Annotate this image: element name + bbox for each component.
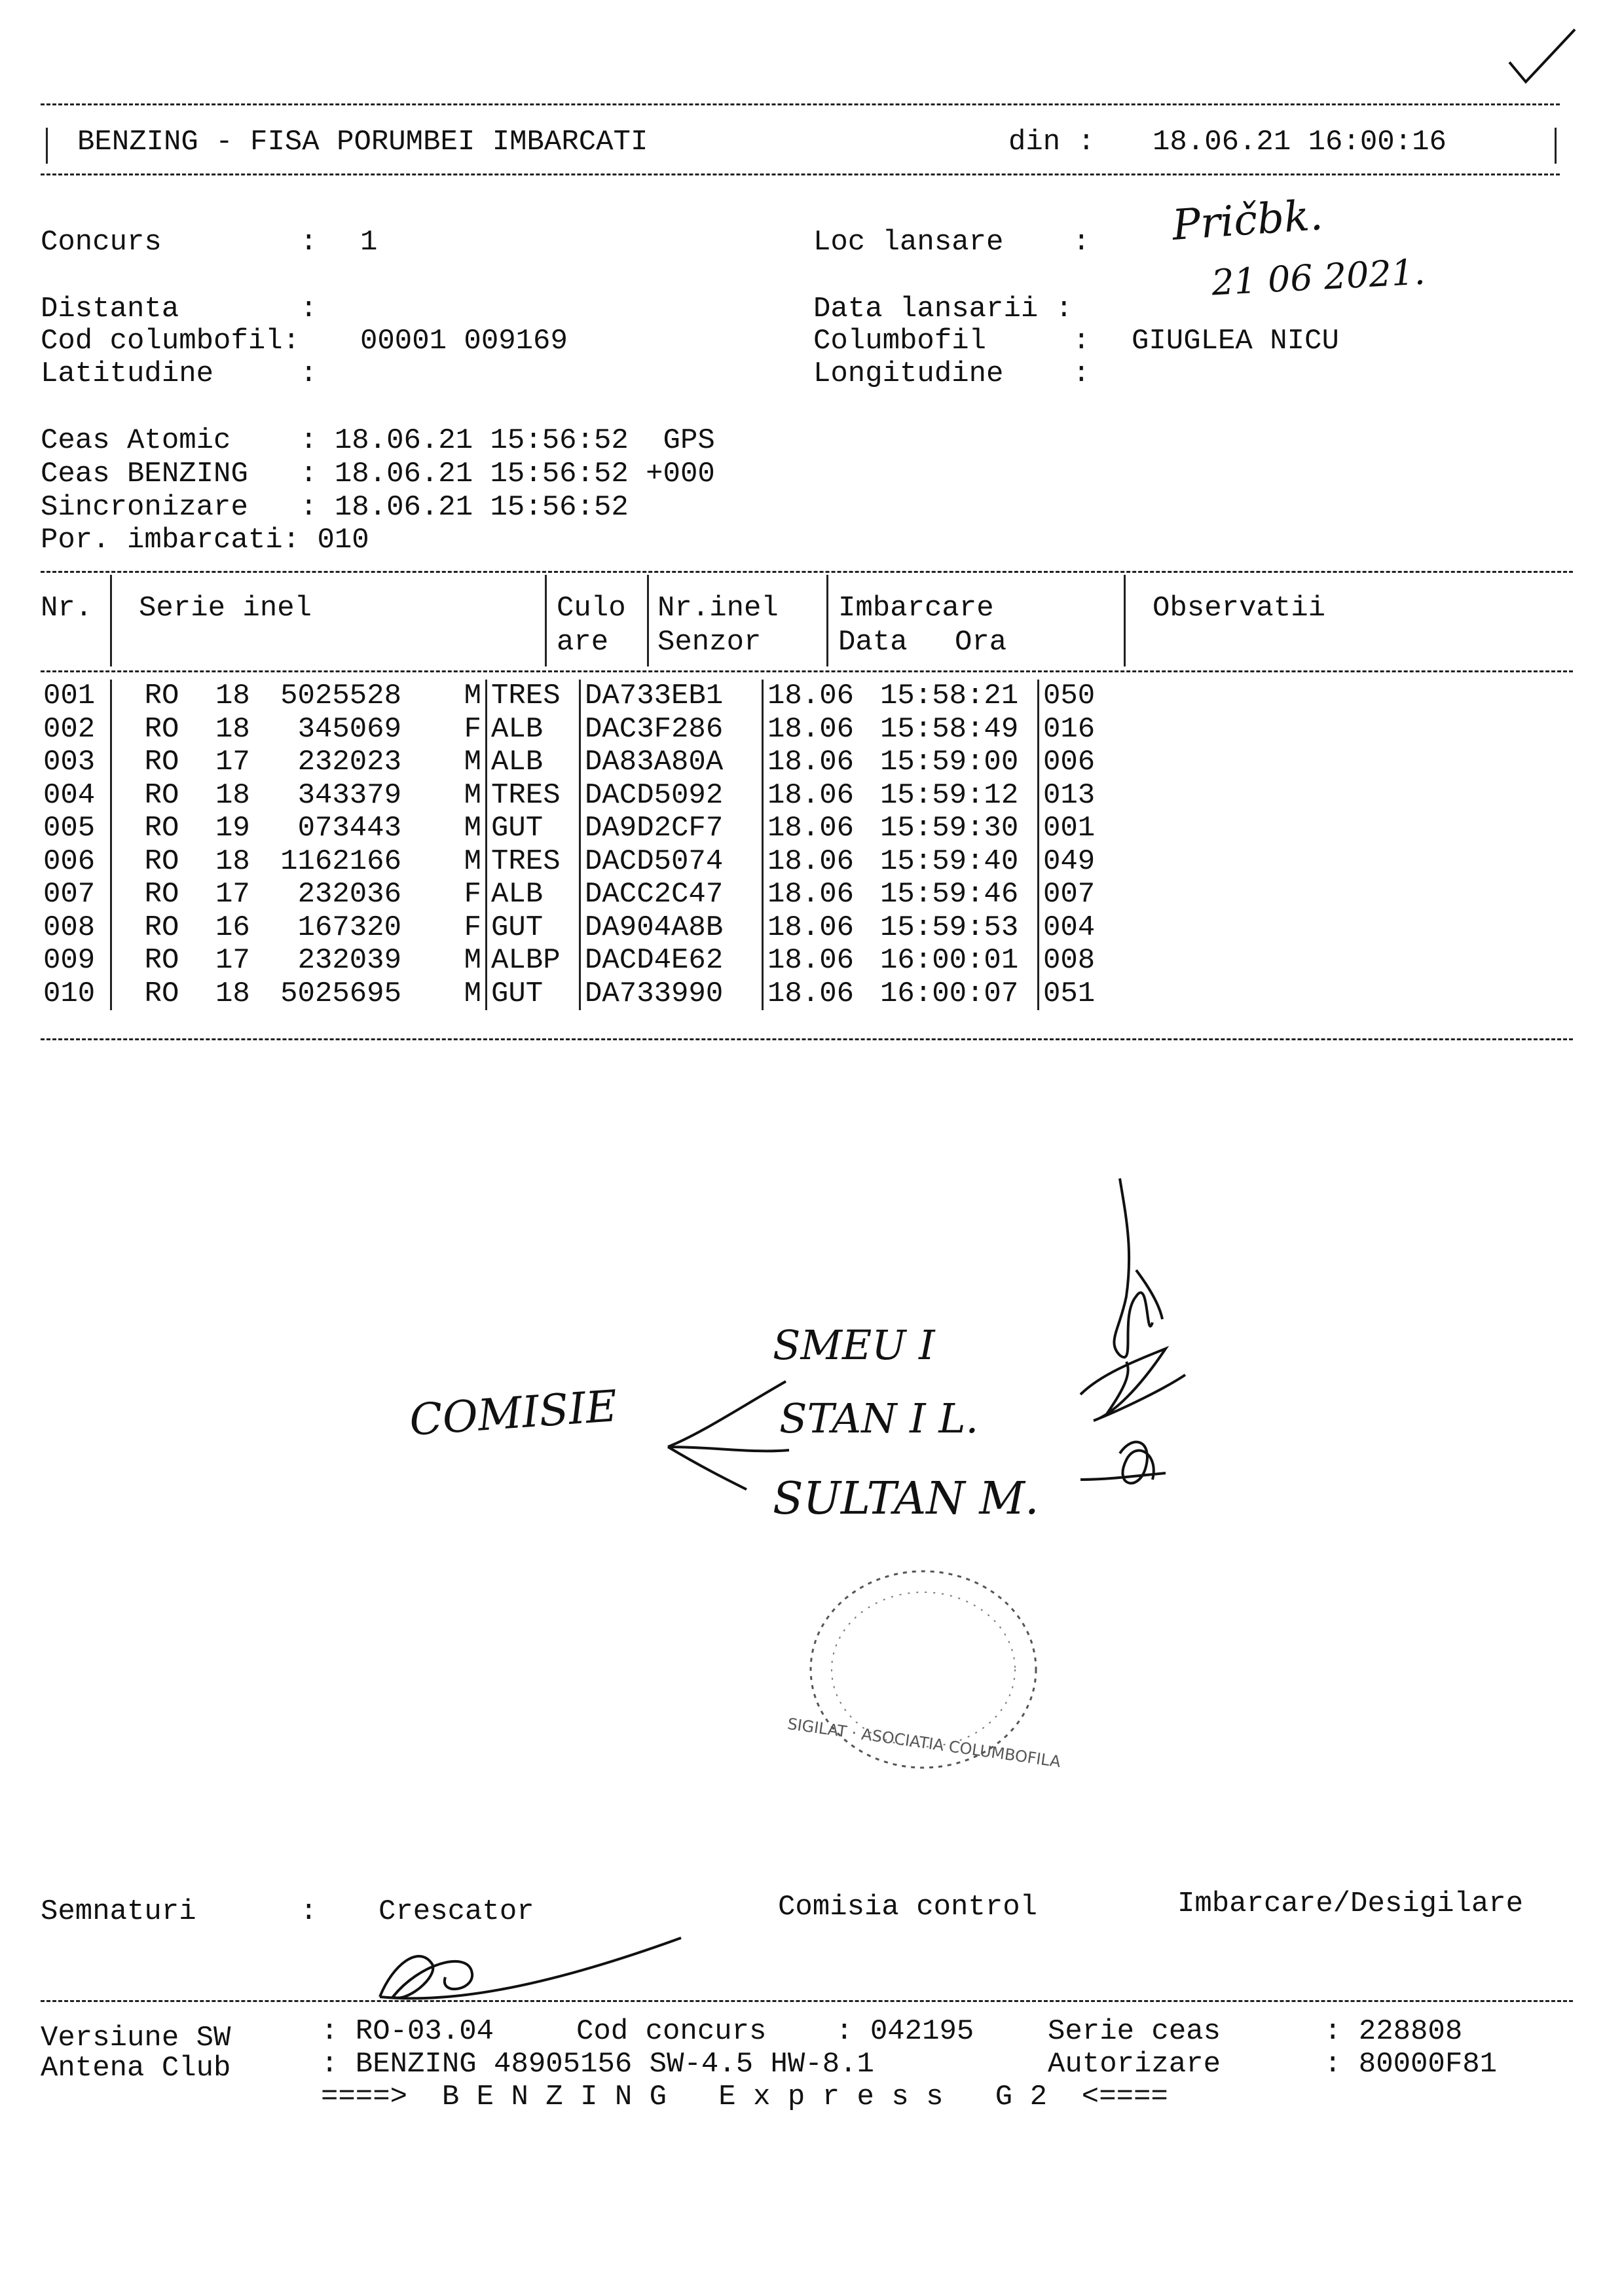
header-are: are	[557, 626, 609, 659]
antena-club-value: : BENZING 48905156 SW-4.5 HW-8.1	[321, 2048, 874, 2081]
cell-ring: 1162166	[280, 845, 401, 878]
header-top-border	[41, 103, 1560, 105]
cell-ring: 345069	[297, 712, 401, 746]
cell-ring: 232036	[297, 878, 401, 911]
cell-date: 18.06	[767, 812, 855, 845]
cell-year: 18	[215, 778, 250, 812]
table-row	[39, 746, 1244, 779]
header-observatii: Observatii	[1153, 592, 1326, 625]
cell-sex: F	[405, 878, 487, 911]
benzing-banner: ====> B E N Z I N G E x p r e s s G 2 <====	[321, 2081, 1168, 2113]
handwritten-loc: Pričbk.	[1170, 191, 1325, 250]
cell-sensor: DACD5092	[580, 779, 763, 812]
handwritten-date: 21 06 2021.	[1210, 251, 1426, 304]
handwritten-name-2: STAN I L.	[779, 1394, 979, 1442]
versiune-sw-label: Versiune SW	[41, 2022, 231, 2054]
cell-color: GUT	[487, 977, 580, 1011]
header-nr: Nr.	[41, 592, 93, 625]
cell-obs: 006	[1043, 746, 1096, 778]
cell-ring: 343379	[297, 778, 401, 812]
table-row	[39, 977, 1244, 1011]
cell-year: 17	[215, 746, 250, 778]
table-row	[39, 779, 1244, 812]
cell-date: 18.06	[767, 944, 855, 977]
header-serie-inel: Serie inel	[139, 592, 312, 625]
table-row	[39, 812, 1244, 845]
cell-date: 18.06	[767, 746, 855, 778]
cod-columbofil-value: 00001 009169	[360, 325, 568, 357]
cell-nr: 004	[39, 779, 111, 812]
cell-time: 15:59:40	[876, 845, 1039, 879]
cell-sensor: DA9D2CF7	[580, 812, 763, 845]
cell-ring: 5025528	[280, 680, 401, 712]
cell-time: 15:59:30	[876, 812, 1039, 845]
cell-time: 16:00:01	[876, 944, 1039, 977]
header-nr-inel: Nr.inel	[657, 592, 779, 625]
club-stamp	[786, 1558, 1062, 1781]
cell-time: 15:58:49	[876, 713, 1039, 746]
page-title: BENZING - FISA PORUMBEI IMBARCATI	[77, 126, 648, 158]
header-right-border	[1555, 128, 1557, 164]
cell-year: 16	[215, 911, 250, 944]
boarding-table	[39, 680, 1244, 1010]
cell-color: TRES	[487, 779, 580, 812]
cell-time: 15:59:00	[876, 746, 1039, 779]
cell-year: 19	[215, 812, 250, 845]
check-mark-icon	[1506, 26, 1578, 85]
cell-country: RO	[144, 977, 179, 1010]
cell-ring: 232039	[297, 944, 401, 977]
cell-ring: 5025695	[280, 977, 401, 1010]
cell-country: RO	[144, 878, 179, 911]
cell-nr: 001	[39, 680, 111, 713]
cell-time: 15:58:21	[876, 680, 1039, 713]
crescator-signature	[367, 1925, 694, 2023]
header-senzor: Senzor	[657, 626, 762, 659]
antena-club-label: Antena Club	[41, 2052, 231, 2085]
cell-nr: 003	[39, 746, 111, 779]
versiune-sw-value: : RO-03.04	[321, 2015, 494, 2048]
crescator-label: Crescator	[378, 1895, 534, 1928]
header-sep-2	[545, 575, 547, 666]
concurs-value: 1	[360, 226, 378, 259]
distanta-label: Distanta :	[41, 293, 318, 325]
header-sep-4	[826, 575, 828, 666]
autorizare-value: : 80000F81	[1324, 2048, 1498, 2081]
cell-country: RO	[144, 911, 179, 944]
cell-year: 18	[215, 680, 250, 712]
cell-sensor: DA83A80A	[580, 746, 763, 779]
cell-date: 18.06	[767, 680, 855, 712]
table-row	[39, 680, 1244, 713]
cell-date: 18.06	[767, 911, 855, 944]
cell-sex: M	[405, 944, 487, 977]
cell-obs: 013	[1043, 778, 1096, 812]
table-bottom-border	[41, 1038, 1573, 1040]
loc-lansare-label: Loc lansare :	[813, 226, 1090, 259]
header-sep-3	[647, 575, 649, 666]
stamp-text: SIGILAT · ASOCIATIA COLUMBOFILA	[786, 1714, 1062, 1772]
cell-sex: M	[405, 746, 487, 779]
semnaturi-label: Semnaturi :	[41, 1895, 318, 1928]
cell-obs: 051	[1043, 977, 1096, 1010]
cell-color: TRES	[487, 845, 580, 879]
cell-color: GUT	[487, 911, 580, 945]
cell-nr: 009	[39, 944, 111, 977]
cell-ring: 167320	[297, 911, 401, 944]
cell-color: ALB	[487, 713, 580, 746]
header-sep-1	[110, 575, 112, 666]
cell-time: 15:59:53	[876, 911, 1039, 945]
cell-date: 18.06	[767, 845, 855, 878]
header-bottom-border	[41, 173, 1560, 175]
cell-time: 15:59:46	[876, 878, 1039, 911]
cell-obs: 004	[1043, 911, 1096, 944]
columbofil-label: Columbofil :	[813, 325, 1090, 357]
cod-columbofil-label: Cod columbofil:	[41, 325, 301, 357]
cell-nr: 006	[39, 845, 111, 879]
cell-nr: 002	[39, 713, 111, 746]
cell-country: RO	[144, 712, 179, 746]
cell-date: 18.06	[767, 712, 855, 746]
cell-country: RO	[144, 845, 179, 878]
table-row	[39, 911, 1244, 945]
din-value: 18.06.21 16:00:16	[1153, 126, 1447, 158]
cell-time: 16:00:07	[876, 977, 1039, 1011]
cell-sensor: DA904A8B	[580, 911, 763, 945]
din-label: din :	[1008, 126, 1096, 158]
handwritten-name-1: SMEU I	[773, 1321, 935, 1369]
cell-sex: M	[405, 845, 487, 879]
serie-ceas-label: Serie ceas	[1048, 2015, 1221, 2048]
cell-obs: 008	[1043, 944, 1096, 977]
cell-color: ALB	[487, 746, 580, 779]
data-lansarii-label: Data lansarii :	[813, 293, 1073, 325]
cell-sex: M	[405, 977, 487, 1011]
cell-obs: 007	[1043, 878, 1096, 911]
imbarcare-desigilare-label: Imbarcare/Desigilare	[1177, 1887, 1524, 1920]
table-row	[39, 713, 1244, 746]
table-header-bottom-border	[41, 670, 1573, 672]
sincronizare: Sincronizare : 18.06.21 15:56:52	[41, 491, 629, 524]
table-top-border	[41, 571, 1573, 573]
autorizare-label: Autorizare	[1048, 2048, 1221, 2081]
cell-obs: 050	[1043, 680, 1096, 712]
cell-sex: M	[405, 680, 487, 713]
cell-year: 17	[215, 944, 250, 977]
header-culo: Culo	[557, 592, 626, 625]
cell-color: ALBP	[487, 944, 580, 977]
header-sep-5	[1124, 575, 1126, 666]
header-left-border	[46, 128, 48, 164]
cell-obs: 049	[1043, 845, 1096, 878]
cell-sensor: DACC2C47	[580, 878, 763, 911]
cell-sensor: DA733990	[580, 977, 763, 1011]
cell-ring: 073443	[297, 812, 401, 845]
header-imbarcare: Imbarcare	[838, 592, 994, 625]
commission-signatures	[1022, 1178, 1192, 1519]
handwritten-name-3: SULTAN M.	[773, 1473, 1039, 1525]
por-imbarcati: Por. imbarcati: 010	[41, 524, 369, 556]
cell-date: 18.06	[767, 778, 855, 812]
cell-color: TRES	[487, 680, 580, 713]
columbofil-value: GIUGLEA NICU	[1132, 325, 1339, 357]
cell-sensor: DA733EB1	[580, 680, 763, 713]
cell-sensor: DACD5074	[580, 845, 763, 879]
concurs-label: Concurs :	[41, 226, 318, 259]
footer-separator	[41, 2000, 1573, 2002]
longitudine-label: Longitudine :	[813, 357, 1090, 390]
cell-country: RO	[144, 812, 179, 845]
cell-nr: 007	[39, 878, 111, 911]
comisia-control-label: Comisia control	[778, 1891, 1038, 1923]
ceas-atomic: Ceas Atomic : 18.06.21 15:56:52 GPS	[41, 424, 715, 457]
table-row	[39, 845, 1244, 879]
handwritten-comisie: COMISIE	[407, 1381, 619, 1446]
cell-sensor: DACD4E62	[580, 944, 763, 977]
cell-nr: 008	[39, 911, 111, 945]
cell-country: RO	[144, 746, 179, 778]
cell-ring: 232023	[297, 746, 401, 778]
header-data: Data	[838, 626, 908, 659]
cod-concurs: Cod concurs : 042195	[576, 2015, 974, 2048]
cell-year: 18	[215, 845, 250, 878]
cell-sex: F	[405, 713, 487, 746]
cell-color: ALB	[487, 878, 580, 911]
cell-color: GUT	[487, 812, 580, 845]
cell-obs: 016	[1043, 712, 1096, 746]
cell-nr: 005	[39, 812, 111, 845]
cell-sensor: DAC3F286	[580, 713, 763, 746]
cell-date: 18.06	[767, 878, 855, 911]
table-row	[39, 944, 1244, 977]
latitudine-label: Latitudine :	[41, 357, 318, 390]
cell-nr: 010	[39, 977, 111, 1011]
table-row	[39, 878, 1244, 911]
cell-country: RO	[144, 778, 179, 812]
ceas-benzing: Ceas BENZING : 18.06.21 15:56:52 +000	[41, 458, 715, 490]
cell-sex: M	[405, 779, 487, 812]
cell-obs: 001	[1043, 812, 1096, 845]
cell-year: 17	[215, 878, 250, 911]
cell-time: 15:59:12	[876, 779, 1039, 812]
cell-year: 18	[215, 712, 250, 746]
cell-country: RO	[144, 944, 179, 977]
cell-year: 18	[215, 977, 250, 1010]
cell-sex: M	[405, 812, 487, 845]
cell-sex: F	[405, 911, 487, 945]
header-ora: Ora	[955, 626, 1007, 659]
serie-ceas-value: : 228808	[1324, 2015, 1463, 2048]
cell-country: RO	[144, 680, 179, 712]
cell-date: 18.06	[767, 977, 855, 1010]
